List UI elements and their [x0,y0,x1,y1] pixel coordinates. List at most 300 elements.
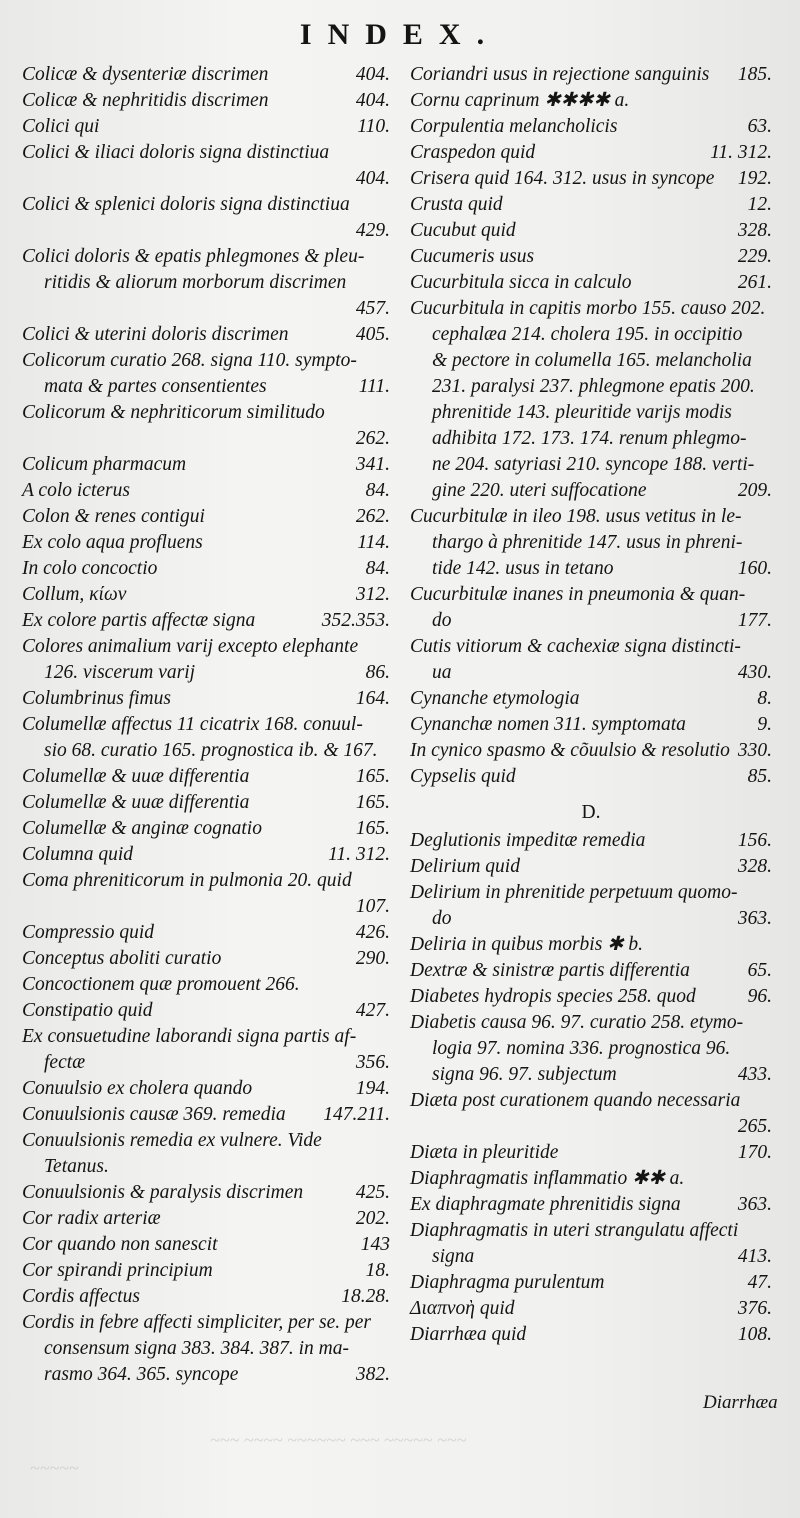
page-reference: 426. [355,922,390,943]
page-reference: 9. [757,714,772,735]
entry-text: Colicæ & nephritidis discrimen [22,90,269,111]
index-entry [22,556,390,582]
entry-line [410,1036,772,1062]
entry-text: Crusta quid [410,194,503,215]
entry-text: Tetanus. [44,1156,109,1177]
entry-line [410,854,772,880]
entry-line [22,686,390,712]
entry-text: Conuulsionis & paralysis discrimen [22,1182,304,1203]
page-reference: 86. [365,662,390,683]
index-entry [410,1192,772,1218]
index-entry [22,530,390,556]
entry-line [22,1050,390,1076]
entry-line [410,166,772,192]
entry-line [410,1192,772,1218]
index-entry [410,244,772,270]
entry-text: Collum, κίων [22,584,127,605]
entry-text: Colici qui [22,116,100,137]
entry-text: ne 204. satyriasi 210. syncope 188. verti- [432,454,755,475]
entry-line [410,1010,772,1036]
entry-text: Cynanchæ nomen 311. symptomata [410,714,686,735]
entry-line [410,984,772,1010]
entry-text: Deglutionis impeditæ remedia [410,830,646,851]
page-reference: 165. [355,792,390,813]
index-entry [22,1076,390,1102]
page-reference: 84. [365,558,390,579]
page-reference: 405. [355,324,390,345]
entry-line [22,868,390,894]
entry-text: 126. viscerum varij [44,662,196,683]
index-entry [22,62,390,88]
page-reference: 164. [355,688,390,709]
page-reference: 85. [747,766,772,787]
entry-text: Constipatio quid [22,1000,153,1021]
index-entry [22,842,390,868]
page-reference: 404. [355,90,390,111]
entry-line [410,1270,772,1296]
index-entry [22,764,390,790]
entry-text: Cucumeris usus [410,246,535,267]
page-reference: 11. 312. [710,142,772,163]
entry-text: sio 68. curatio 165. prognostica ib. & 167. [44,740,378,761]
entry-text: signa 96. 97. subjectum [432,1064,617,1085]
page-reference: 330. [737,740,772,761]
entry-line [410,1114,772,1140]
entry-line [22,556,390,582]
index-entry [410,880,772,932]
entry-line [22,1258,390,1284]
page-reference: 18. [365,1260,390,1281]
page-reference: 404. [355,64,390,85]
entry-text: Διαπνοὴ quid [410,1298,515,1319]
index-entry [410,958,772,984]
entry-line [22,140,390,166]
entry-text: do [432,610,452,631]
entry-line [410,62,772,88]
index-entry [410,828,772,854]
index-entry [22,582,390,608]
page-reference: 312. [355,584,390,605]
page-reference: 413. [737,1246,772,1267]
entry-text: A colo icterus [22,480,130,501]
entry-text: Colici & uterini doloris discrimen [22,324,289,345]
entry-line [410,906,772,932]
entry-text: Columellæ & uuæ differentia [22,766,250,787]
page-reference: 430. [737,662,772,683]
page-header: INDEX. [299,18,501,51]
page-reference: 65. [747,960,772,981]
entry-line [22,1102,390,1128]
index-entry [410,738,772,764]
index-entry [22,712,390,764]
entry-line [410,634,772,660]
entry-line [410,140,772,166]
index-entry [22,920,390,946]
page-reference: 84. [365,480,390,501]
entry-text: adhibita 172. 173. 174. renum phlegmo- [432,428,747,449]
entry-text: Diabetes hydropis species 258. quod [410,986,696,1007]
entry-text: & pectore in columella 165. melancholia [432,350,752,371]
index-entry [22,400,390,452]
entry-line [410,374,772,400]
page-reference: 328. [737,856,772,877]
entry-line [22,1076,390,1102]
entry-line [410,244,772,270]
entry-line [22,920,390,946]
entry-text: mata & partes consentientes [44,376,267,397]
page-reference: 433. [737,1064,772,1085]
page-reference: 202. [355,1208,390,1229]
entry-line [22,322,390,348]
entry-line [410,1088,772,1114]
page-reference: 352.353. [321,610,390,631]
entry-line [22,894,390,920]
entry-line [22,608,390,634]
entry-line [22,660,390,686]
index-entry [410,270,772,296]
page-reference: 363. [737,908,772,929]
entry-text: Cordis affectus [22,1286,140,1307]
index-entry [410,504,772,582]
entry-text: Cucurbitulæ in ileo 198. usus vetitus in le- [410,506,742,527]
page-reference: 12. [747,194,772,215]
entry-line [22,62,390,88]
entry-text: signa [432,1246,475,1267]
entry-line [410,828,772,854]
entry-line [22,218,390,244]
index-entry [22,1024,390,1076]
entry-text: Columbrinus fimus [22,688,171,709]
entry-text: Diarrhæa quid [410,1324,527,1345]
page-reference: 229. [737,246,772,267]
entry-line [22,374,390,400]
index-entry [22,1180,390,1206]
entry-line [22,1180,390,1206]
entry-line [410,932,772,958]
entry-line [22,88,390,114]
entry-line [410,608,772,634]
entry-text: Colicæ & dysenteriæ discrimen [22,64,269,85]
entry-text: Compressio quid [22,922,154,943]
entry-line [22,114,390,140]
entry-line [22,816,390,842]
entry-text: In cynico spasmo & cõuulsio & resolutio [410,740,730,761]
index-entry [410,1140,772,1166]
index-entry [410,686,772,712]
entry-text: Dextræ & sinistræ partis differentia [410,960,690,981]
page-reference: 111. [358,376,390,397]
entry-line [410,1296,772,1322]
index-column-left [22,62,390,1388]
page-reference: 156. [737,830,772,851]
entry-line [22,296,390,322]
entry-text: Ex colore partis affectæ signa [22,610,256,631]
index-entry [410,1218,772,1270]
entry-text: Corpulentia melancholicis [410,116,618,137]
entry-line [22,1128,390,1154]
entry-line [22,1362,390,1388]
entry-text: Colicorum & nephriticorum similitudo [22,402,325,423]
entry-text: Cucurbitula sicca in calculo [410,272,632,293]
show-through-text: ~~~ ~~~~ ~~~~~~ ~~~ ~~~~~ ~~~ [210,1430,467,1450]
entry-line [410,1062,772,1088]
entry-line [410,270,772,296]
page-reference: 110. [357,116,390,137]
entry-text: Columellæ & anginæ cognatio [22,818,262,839]
section-letter-d: D. [581,802,601,823]
page-reference: 147.211. [323,1104,390,1125]
page-reference: 194. [355,1078,390,1099]
page-reference: 261. [737,272,772,293]
entry-text: Colores animalium varij excepto elephante [22,636,359,657]
page-reference: 177. [737,610,772,631]
entry-text: Colici doloris & epatis phlegmones & pleu- [22,246,365,267]
entry-line [22,192,390,218]
entry-line [410,1244,772,1270]
index-entry [22,1102,390,1128]
entry-line [22,1310,390,1336]
entry-line [22,998,390,1024]
index-entry [22,1206,390,1232]
entry-text: fectæ [44,1052,86,1073]
entry-line [22,1024,390,1050]
entry-text: gine 220. uteri suffocatione [432,480,647,501]
entry-line [22,790,390,816]
entry-text: Cucurbitulæ inanes in pneumonia & quan- [410,584,746,605]
page-reference: 265. [737,1116,772,1137]
index-entry [22,88,390,114]
entry-line [22,426,390,452]
entry-text: Deliria in quibus morbis ✱ b. [410,934,644,955]
index-entry [22,686,390,712]
entry-line [410,712,772,738]
page-reference: 457. [355,298,390,319]
entry-line [410,686,772,712]
index-entry [410,192,772,218]
entry-text: logia 97. nomina 336. prognostica 96. [432,1038,731,1059]
page-reference: 185. [737,64,772,85]
entry-line [22,946,390,972]
index-entry [22,452,390,478]
index-entry [22,946,390,972]
entry-text: Cucubut quid [410,220,516,241]
entry-text: tide 142. usus in tetano [432,558,614,579]
entry-text: Cutis vitiorum & cachexiæ signa distincti- [410,636,741,657]
entry-text: Colici & iliaci doloris signa distinctiua [22,142,330,163]
entry-line [410,1166,772,1192]
entry-text: Cor spirandi principium [22,1260,213,1281]
page-reference: 8. [757,688,772,709]
index-entry [22,816,390,842]
index-entry [22,1128,390,1180]
page-reference: 404. [355,168,390,189]
entry-text: In colo concoctio [22,558,158,579]
index-entry [22,998,390,1024]
page-reference: 363. [737,1194,772,1215]
entry-line [410,738,772,764]
entry-line [22,530,390,556]
page-reference: 96. [747,986,772,1007]
entry-text: Conuulsio ex cholera quando [22,1078,253,1099]
page-reference: 143 [360,1234,390,1255]
index-entry [410,712,772,738]
entry-line [22,1336,390,1362]
page-reference: 108. [737,1324,772,1345]
entry-text: Diabetis causa 96. 97. curatio 258. etymo- [410,1012,744,1033]
page-reference: 165. [355,766,390,787]
entry-text: Delirium quid [410,856,520,877]
entry-text: Cordis in febre affecti simpliciter, per se. per [22,1312,371,1333]
index-entry [410,932,772,958]
entry-line [22,452,390,478]
page-reference: 170. [737,1142,772,1163]
entry-line [410,764,772,790]
index-entry [22,348,390,400]
entry-text: thargo à phrenitide 147. usus in phreni- [432,532,743,553]
entry-line [410,88,772,114]
index-entry [410,764,772,790]
entry-line [410,1218,772,1244]
entry-line [22,634,390,660]
entry-line [22,1232,390,1258]
entry-text: Cor radix arteriæ [22,1208,161,1229]
entry-line [22,270,390,296]
index-entry [22,634,390,686]
entry-text: Diæta in pleuritide [410,1142,559,1163]
entry-line [410,1140,772,1166]
entry-line [22,764,390,790]
index-entry [22,114,390,140]
entry-line [410,322,772,348]
entry-text: Cor quando non sanescit [22,1234,218,1255]
index-column-right [410,62,772,1348]
entry-line [410,452,772,478]
page-reference: 209. [737,480,772,501]
page-reference: 290. [355,948,390,969]
page-reference: 382. [355,1364,390,1385]
entry-line [410,582,772,608]
entry-text: Cynanche etymologia [410,688,580,709]
index-entry [410,634,772,686]
entry-line [22,712,390,738]
entry-text: ritidis & aliorum morborum discrimen [44,272,347,293]
index-entry [22,1232,390,1258]
entry-line [22,400,390,426]
index-entry [22,322,390,348]
entry-text: consensum signa 383. 384. 387. in ma- [44,1338,349,1359]
entry-text: Ex consuetudine laborandi signa partis af- [22,1026,357,1047]
entry-text: ua [432,662,452,683]
page-reference: 429. [355,220,390,241]
page-reference: 114. [357,532,390,553]
index-entry [410,166,772,192]
entry-line [22,244,390,270]
entry-text: Columellæ affectus 11 cicatrix 168. conuul- [22,714,363,735]
index-entry [410,1166,772,1192]
entry-line [410,556,772,582]
index-entry [22,192,390,244]
entry-text: Ex colo aqua profluens [22,532,203,553]
page-reference: 47. [747,1272,772,1293]
page-reference: 262. [355,506,390,527]
entry-line [410,958,772,984]
page-reference: 427. [355,1000,390,1021]
entry-line [410,426,772,452]
page-reference: 356. [355,1052,390,1073]
page-reference: 11. 312. [328,844,390,865]
index-entry [410,582,772,634]
index-entry [410,62,772,88]
index-entry [22,140,390,192]
entry-line [22,478,390,504]
entry-text: Colon & renes contigui [22,506,205,527]
entry-line [410,880,772,906]
index-entry [410,140,772,166]
entry-text: Craspedon quid [410,142,536,163]
entry-line [22,842,390,868]
entry-text: Cypselis quid [410,766,516,787]
entry-text: cephalæa 214. cholera 195. in occipitio [432,324,743,345]
entry-line [22,504,390,530]
entry-text: rasmo 364. 365. syncope [44,1364,239,1385]
show-through-text: ~~~~~ [30,1458,79,1478]
entry-text: Diaphragma purulentum [410,1272,605,1293]
page-reference: 262. [355,428,390,449]
entry-line [410,530,772,556]
entry-line [22,972,390,998]
entry-text: Crisera quid 164. 312. usus in syncope [410,168,715,189]
index-entry [22,478,390,504]
index-entry [22,244,390,322]
entry-text: Cornu caprinum ✱✱✱✱ a. [410,90,630,111]
entry-text: Concoctionem quæ promouent 266. [22,974,300,995]
page-reference: 425. [355,1182,390,1203]
entry-line [410,296,772,322]
page-reference: 165. [355,818,390,839]
index-entry [22,608,390,634]
entry-text: Columellæ & uuæ differentia [22,792,250,813]
entry-line [22,1206,390,1232]
index-entry [410,1010,772,1088]
entry-text: Conceptus aboliti curatio [22,948,222,969]
index-entry [22,1284,390,1310]
index-entry [22,868,390,920]
index-entry [22,790,390,816]
entry-text: Colicum pharmacum [22,454,187,475]
index-entry [410,984,772,1010]
index-entry [22,504,390,530]
entry-line [22,582,390,608]
entry-text: Coma phreniticorum in pulmonia 20. quid [22,870,352,891]
entry-text: Diæta post curationem quando necessaria [410,1090,741,1111]
entry-line [22,166,390,192]
entry-line [410,348,772,374]
entry-text: do [432,908,452,929]
index-entry [22,1258,390,1284]
page-reference: 341. [355,454,390,475]
index-entry [410,1088,772,1140]
index-entry [410,114,772,140]
entry-text: Columna quid [22,844,134,865]
entry-text: Cucurbitula in capitis morbo 155. causo 202. [410,298,766,319]
entry-text: Colici & splenici doloris signa distinctiua [22,194,350,215]
entry-text: Delirium in phrenitide perpetuum quomo- [410,882,738,903]
index-entry [410,1296,772,1322]
entry-line [22,738,390,764]
page-reference: 376. [737,1298,772,1319]
entry-line [22,1284,390,1310]
entry-line [410,660,772,686]
